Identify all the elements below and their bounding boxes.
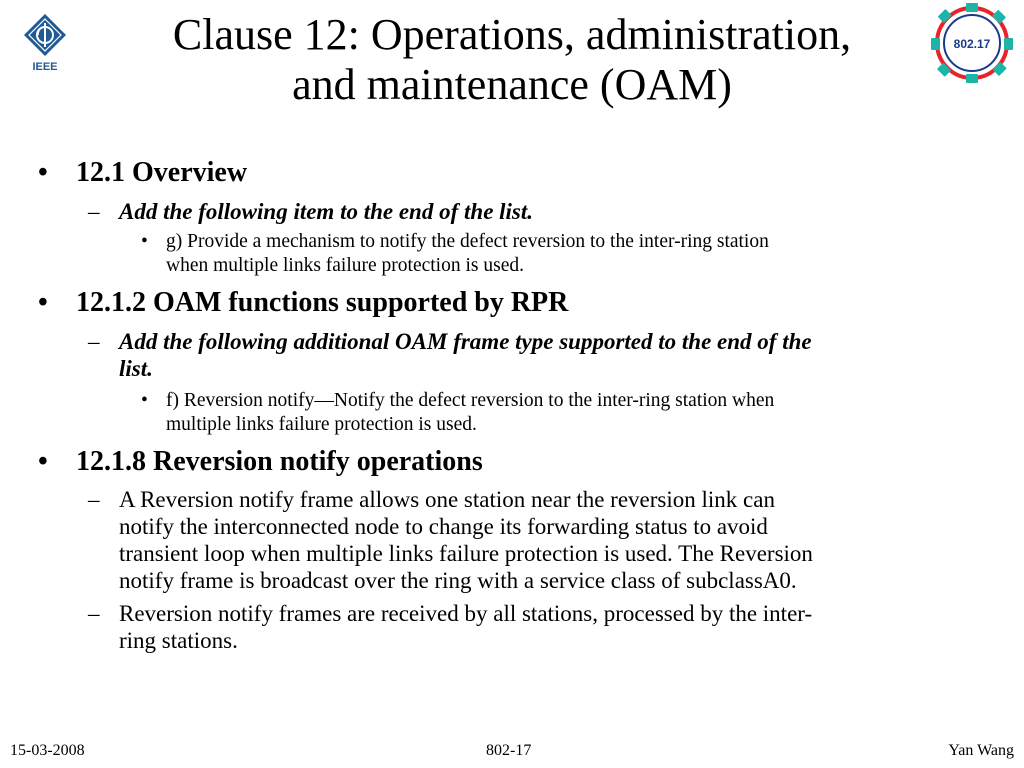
footer-center: 802-17: [486, 742, 532, 759]
item-f-line-2: multiple links failure protection is used.: [166, 414, 477, 435]
sub-bullet-instruction-line-1: Add the following additional OAM frame type supported to the end of the: [119, 329, 812, 354]
item-g-line-2: when multiple links failure protection is used.: [166, 255, 524, 276]
bullet-heading-overview: 12.1 Overview: [76, 157, 248, 188]
bullet-marker: •: [38, 446, 48, 477]
item-f-line-1: f) Reversion notify—Notify the defect reversion to the inter-ring station when: [166, 390, 775, 411]
received-paragraph-line-1: Reversion notify frames are received by all stations, processed by the inter-: [119, 601, 813, 626]
reversion-paragraph-line-2: notify the interconnected node to change its forwarding status to avoid: [119, 514, 768, 539]
dash-marker: –: [88, 199, 100, 224]
ring-logo-text: 802.17: [953, 37, 991, 51]
footer-date: 15-03-2008: [10, 742, 85, 759]
footer-author: Yan Wang: [948, 742, 1014, 759]
reversion-paragraph-line-1: A Reversion notify frame allows one station near the reversion link can: [119, 487, 775, 512]
sub-bullet-instruction: Add the following item to the end of the list.: [119, 199, 534, 224]
sub-bullet-instruction-line-2: list.: [119, 356, 153, 381]
bullet-marker: •: [38, 157, 48, 188]
dash-marker: –: [88, 329, 100, 354]
dash-marker: –: [88, 601, 100, 626]
item-g-line-1: g) Provide a mechanism to notify the defect reversion to the inter-ring station: [166, 231, 769, 252]
sub-sub-bullet-marker: •: [141, 390, 148, 411]
bullet-heading-reversion-notify: 12.1.8 Reversion notify operations: [76, 446, 483, 477]
bullet-heading-oam-functions: 12.1.2 OAM functions supported by RPR: [76, 287, 569, 318]
slide-title-line-2: and maintenance (OAM): [292, 60, 732, 109]
received-paragraph-line-2: ring stations.: [119, 628, 238, 653]
dash-marker: –: [88, 487, 100, 512]
slide-title-line-1: Clause 12: Operations, administration,: [172, 10, 852, 59]
sub-sub-bullet-marker: •: [141, 231, 148, 252]
ieee-logo-text: IEEE: [32, 61, 58, 73]
bullet-marker: •: [38, 287, 48, 318]
reversion-paragraph-line-4: notify frame is broadcast over the ring with a service class of subclassA0.: [119, 568, 797, 593]
reversion-paragraph-line-3: transient loop when multiple links failure protection is used. The Reversion: [119, 541, 813, 566]
